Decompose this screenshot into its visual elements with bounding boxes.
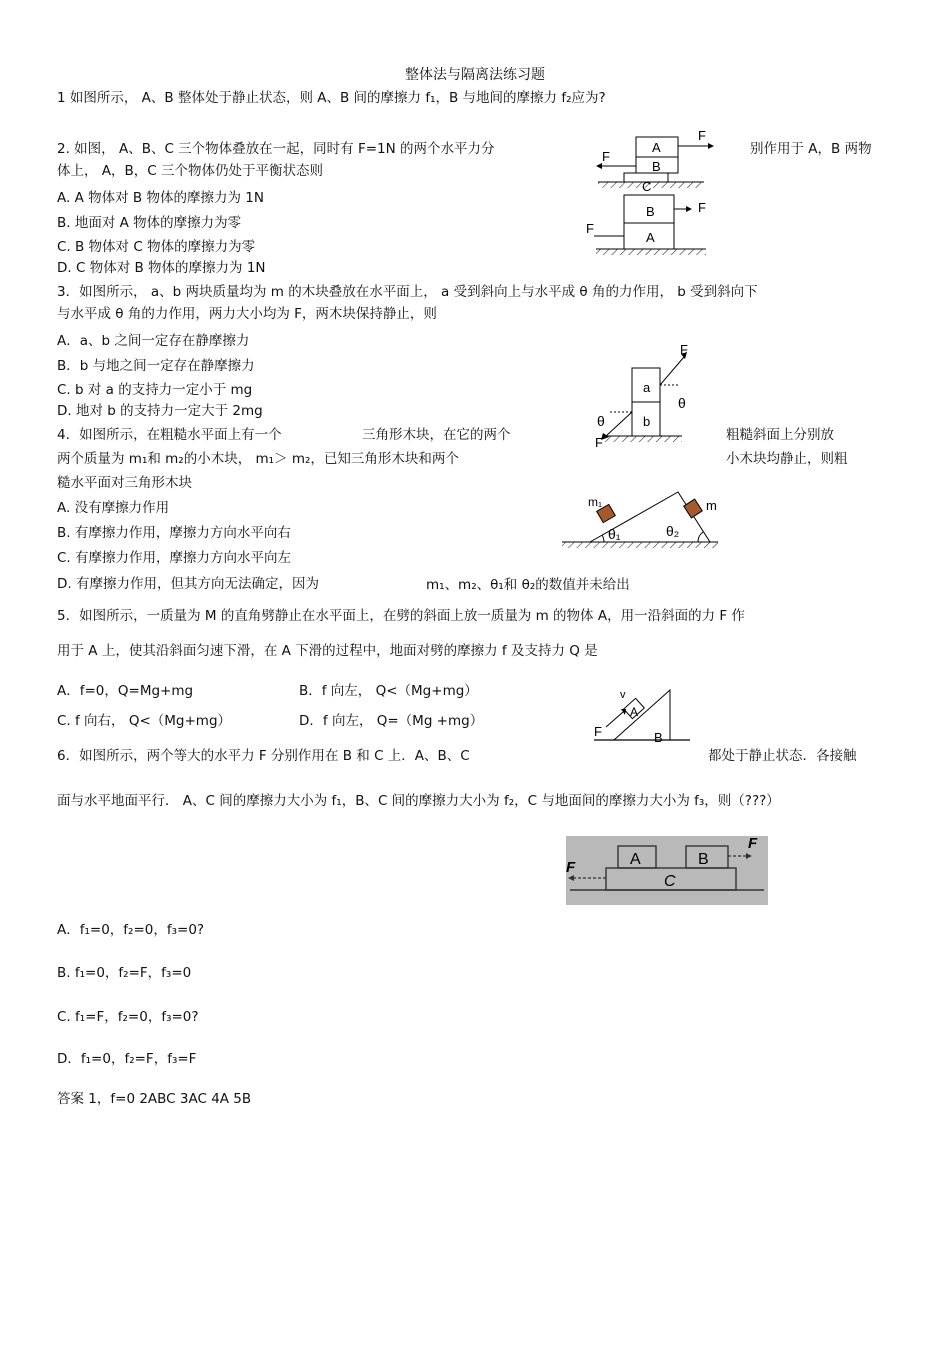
- q5-label-b: B: [654, 730, 663, 745]
- q2-label-c: C: [642, 179, 652, 194]
- q2-label-f4: F: [586, 221, 594, 236]
- q3-label-f-bottom: F: [595, 435, 603, 450]
- q3-force-up-arrow: [660, 357, 684, 385]
- q4-option-d-tail: m₁、m₂、θ₁和 θ₂的数值并未给出: [426, 577, 630, 593]
- q4-line1-mid: 三角形木块，在它的两个: [362, 427, 511, 443]
- q3-ground: [604, 436, 682, 442]
- q2-label-f3: F: [698, 200, 706, 215]
- q5-line2: 用于 A 上，使其沿斜面匀速下滑，在 A 下滑的过程中，地面对劈的摩擦力 f 及支持力 Q 是: [57, 643, 598, 659]
- q3-line2: 与水平成 θ 角的力作用，两力大小均为 F，两木块保持静止，则: [57, 306, 437, 322]
- q3-option-a: A．a、b 之间一定存在静摩擦力: [57, 333, 250, 349]
- q6-line1: 6．如图所示，两个等大的水平力 F 分别作用在 B 和 C 上．A、B、C: [57, 748, 470, 764]
- q3-line1: 3．如图所示， a、b 两块质量均为 m 的木块叠放在水平面上， a 受到斜向上与水平成 θ 角的力作用， b 受到斜向下: [57, 284, 758, 300]
- q3-option-b: B．b 与地之间一定存在静摩擦力: [57, 358, 255, 374]
- q6-line2: 面与水平地面平行． A、C 间的摩擦力大小为 f₁，B、C 间的摩擦力大小为 f₂，C 与地面间的摩擦力大小为 f₃，则（???）: [57, 793, 780, 809]
- q5-option-c: C. f 向右， Q<（Mg+mg）: [57, 713, 232, 729]
- q2-line2: 体上， A，B，C 三个物体仍处于平衡状态则: [57, 163, 324, 179]
- q4-label-m1: m₁: [588, 495, 603, 509]
- q5-label-a: A: [630, 705, 639, 719]
- q3-option-d: D. 地对 b 的支持力一定大于 2mg: [57, 403, 263, 419]
- q4-line3: 糙水平面对三角形木块: [57, 475, 192, 491]
- q5-option-b: B．f 向左， Q<（Mg+mg）: [299, 683, 478, 699]
- q3-label-a: a: [643, 380, 651, 395]
- q6-label-a: A: [630, 851, 641, 868]
- q2-label-f2: F: [602, 149, 610, 164]
- q2-option-b: B. 地面对 A 物体的摩擦力为零: [57, 215, 242, 231]
- q6-line1-right: 都处于静止状态．各接触: [708, 748, 857, 764]
- q6-option-a: A．f₁=0，f₂=0，f₃=0?: [57, 922, 205, 938]
- q2-line1-right: 别作用于 A，B 两物: [750, 141, 872, 157]
- answer-line: 答案 1，f=0 2ABC 3AC 4A 5B: [57, 1091, 252, 1107]
- q6-figure: [566, 836, 768, 905]
- q2-label-b2: B: [646, 204, 655, 219]
- q6-label-f-right: F: [748, 835, 758, 852]
- q5-force-arrow: [606, 712, 623, 727]
- q4-line1-right: 粗糙斜面上分别放: [726, 427, 834, 443]
- q3-label-f-top: F: [680, 342, 688, 357]
- q4-option-a: A. 没有摩擦力作用: [57, 500, 170, 516]
- q4-option-d: D. 有摩擦力作用，但其方向无法确定，因为: [57, 576, 319, 592]
- q2-label-f1: F: [698, 128, 706, 143]
- q5-label-v: v: [620, 689, 626, 701]
- q5-label-f: F: [594, 724, 602, 739]
- q4-label-theta2: θ₂: [666, 523, 680, 539]
- q6-label-b: B: [698, 851, 709, 868]
- q4-line1: 4．如图所示，在粗糙水平面上有一个: [57, 427, 282, 443]
- q5-figure: [586, 684, 696, 748]
- q2-line1: 2. 如图， A、B、C 三个物体叠放在一起，同时有 F=1N 的两个水平力分: [57, 141, 495, 157]
- q2-label-b: B: [652, 159, 661, 174]
- q4-line2-right: 小木块均静止，则粗: [726, 451, 848, 467]
- q4-label-theta1: θ₁: [608, 526, 621, 542]
- q2-option-a: A. A 物体对 B 物体的摩擦力为 1N: [57, 190, 264, 206]
- q5-option-a: A．f=0，Q=Mg+mg: [57, 683, 194, 699]
- q3-option-c: C. b 对 a 的支持力一定小于 mg: [57, 382, 253, 398]
- q6-option-d: D．f₁=0，f₂=F，f₃=F: [57, 1051, 197, 1067]
- q4-figure: [560, 488, 720, 554]
- q4-option-c: C. 有摩擦力作用，摩擦力方向水平向左: [57, 550, 292, 566]
- q2-label-a2: A: [646, 230, 655, 245]
- q4-ground: [562, 542, 718, 548]
- q6-option-c: C. f₁=F，f₂=0，f₃=0?: [57, 1009, 199, 1025]
- q2-figure: [580, 125, 730, 257]
- q2-option-c: C. B 物体对 C 物体的摩擦力为零: [57, 239, 256, 255]
- q3-label-theta-left: θ: [597, 413, 605, 429]
- q2-label-a: A: [652, 140, 661, 155]
- q6-label-f-left: F: [566, 859, 576, 876]
- q6-label-c: C: [664, 873, 676, 890]
- q3-label-b: b: [643, 414, 651, 429]
- q3-force-down-arrow: [606, 412, 632, 436]
- q3-label-theta-right: θ: [678, 395, 686, 411]
- q4-option-b: B. 有摩擦力作用，摩擦力方向水平向右: [57, 525, 291, 541]
- q5-line1: 5．如图所示，一质量为 M 的直角劈静止在水平面上，在劈的斜面上放一质量为 m 的物体 A，用一沿斜面的力 F 作: [57, 608, 745, 624]
- q3-figure: [588, 340, 698, 452]
- q2-ground-bottom: [596, 249, 706, 255]
- q4-label-m: m: [706, 498, 717, 513]
- q5-option-d: D．f 向左， Q=（Mg +mg）: [299, 713, 484, 729]
- q2-option-d: D. C 物体对 B 物体的摩擦力为 1N: [57, 260, 266, 276]
- q1-text: 1 如图所示， A、B 整体处于静止状态，则 A、B 间的摩擦力 f₁，B 与地间的摩擦力 f₂应为?: [57, 90, 606, 106]
- page-title: 整体法与隔离法练习题: [405, 67, 545, 83]
- q6-option-b: B. f₁=0，f₂=F，f₃=0: [57, 965, 192, 981]
- q4-line2: 两个质量为 m₁和 m₂的小木块， m₁＞ m₂，已知三角形木块和两个: [57, 451, 459, 467]
